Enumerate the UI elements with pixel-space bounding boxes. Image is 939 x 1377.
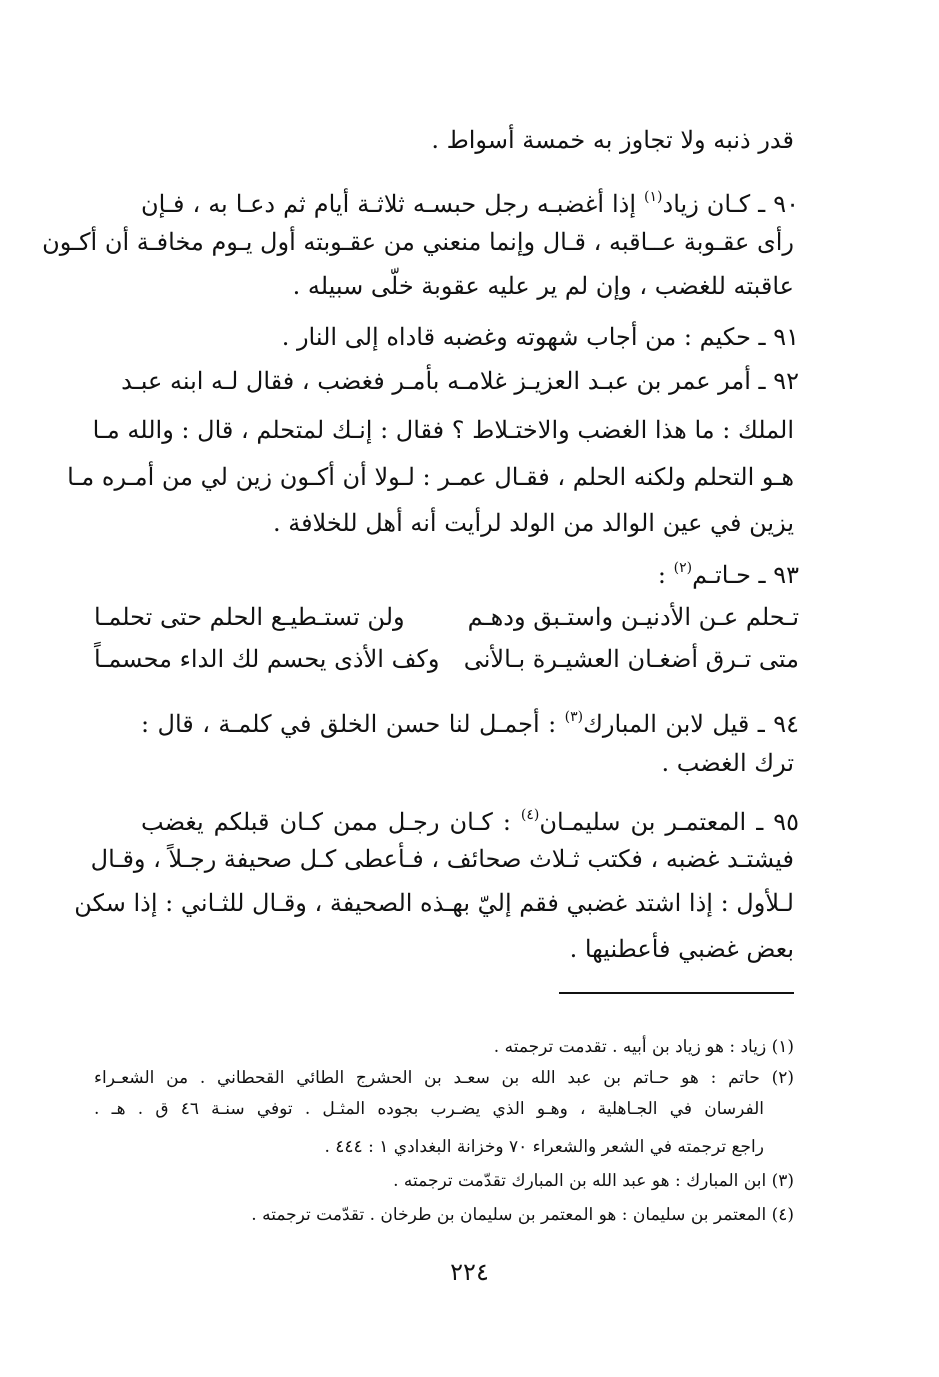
- footnote-2-continued: الفرسان في الجـاهلية ، وهـو الذي يضـرب بجوده المثـل . توفي سنـة ٤٦ ق . هـ .: [94, 1099, 765, 1119]
- text-line-1: قدر ذنبه ولا تجاوز به خمسة أسواط .: [431, 126, 794, 154]
- footnote-ref-3: (٣): [564, 709, 584, 725]
- verse-1-first-half: تـحلم عـن الأدنيـن واستـبق ودهـم: [467, 603, 799, 631]
- page-number: ٢٢٤: [450, 1258, 489, 1286]
- footnote-divider: [559, 992, 794, 994]
- text-line-8: هـو التحلم ولكنه الحلم ، فقـال عمـر : لـولا أن أكـون زين لي من أمـره مـا: [67, 463, 794, 491]
- text-line-4: عاقبته للغضب ، وإن لم ير عليه عقوبة خلّى سبيله .: [292, 272, 794, 300]
- verse-1-second-half: ولن تستـطيـع الحلم حتى تحلمـا: [94, 603, 405, 631]
- text-line-9: يزين في عين الوالد من الولد لرأيت أنه أهل للخلافة .: [272, 509, 794, 537]
- text-line-16: بعض غضبي فأعطنيها .: [569, 935, 794, 963]
- item-94-start: ٩٤ ـ قيل لابن المبارك: [583, 710, 799, 738]
- text-line-3: رأى عقـوبة عــاقبه ، قـال وإنما منعني من عقـوبته أول يـوم مخافـة أن أكـون: [42, 228, 794, 256]
- text-line-2: [141, 172, 799, 222]
- text-line-13: [141, 790, 799, 840]
- item-93-label: ٩٣ ـ حـاتـم: [692, 561, 799, 589]
- verse-2-first-half: متى تـرق أضغـان العشيـرة بـالأنى: [463, 645, 799, 673]
- verse-2-second-half: وكف الأذى يحسم لك الداء محسمـاً: [94, 645, 440, 673]
- footnote-2: (٢) حاتم : هو حـاتم بن عبد الله بن سعـد بن الحشرج الطائي القحطاني . من الشعـراء: [94, 1068, 794, 1088]
- item-93-colon: :: [657, 561, 674, 589]
- footnote-4: (٤) المعتمر بن سليمان : هو المعتمر بن سليمان بن طرخان . تقدّمت ترجمته .: [251, 1205, 794, 1225]
- item-95-rest: : كـان رجـل ممن كـان قبلكم يغضب: [141, 808, 521, 836]
- item-90-start: ٩٠ ـ كـان زياد: [662, 190, 799, 218]
- item-95-start: ٩٥ ـ المعتمـر بن سليمـان: [539, 808, 799, 836]
- text-line-7: الملك : ما هذا الغضب والاختـلاط ؟ فقال : إنـك لمتحلم ، قال : والله مـا: [92, 416, 794, 444]
- item-94-rest: : أجمـل لنا حسن الخلق في كلمـة ، قال :: [141, 710, 565, 738]
- text-line-14: فيشتـد غضبه ، فكتب ثـلاث صحائف ، فـأعطى كـل صحيفة رجـلاً ، وقـال: [90, 845, 794, 873]
- text-line-6: ٩٢ ـ أمر عمر بن عبـد العزيـز غلامـه بأمـر فغضب ، فقال لـه ابنه عبـد: [121, 367, 799, 395]
- item-90-rest: إذا أغضبـه رجل حبسـه ثلاثـة أيام ثم دعـا به ، فـإن: [141, 190, 645, 218]
- text-line-5: ٩١ ـ حكيم : من أجاب شهوته وغضبه قاداه إلى النار .: [281, 323, 799, 351]
- text-line-10: [149, 543, 799, 593]
- text-line-15: لـلأول : إذا اشتد غضبي فقم إليّ بهـذه الصحيفة ، وقـال للثـاني : إذا سكن: [74, 889, 794, 917]
- verse-row-2: [94, 638, 799, 680]
- footnote-2-reference: راجع ترجمته في الشعر والشعراء ٧٠ وخزانة البغدادي ١ : ٤٤٤ .: [324, 1137, 764, 1157]
- text-line-11: [141, 692, 799, 742]
- footnote-ref-2: (٢): [673, 560, 693, 576]
- footnote-3: (٣) ابن المبارك : هو عبد الله بن المبارك تقدّمت ترجمته .: [393, 1171, 794, 1191]
- verse-row-1: [94, 596, 799, 638]
- footnote-ref-4: (٤): [520, 807, 540, 823]
- text-line-12: ترك الغضب .: [661, 749, 794, 777]
- footnote-ref-1: (١): [644, 189, 663, 205]
- footnote-1: (١) زياد : هو زياد بن أبيه . تقدمت ترجمته .: [493, 1037, 794, 1057]
